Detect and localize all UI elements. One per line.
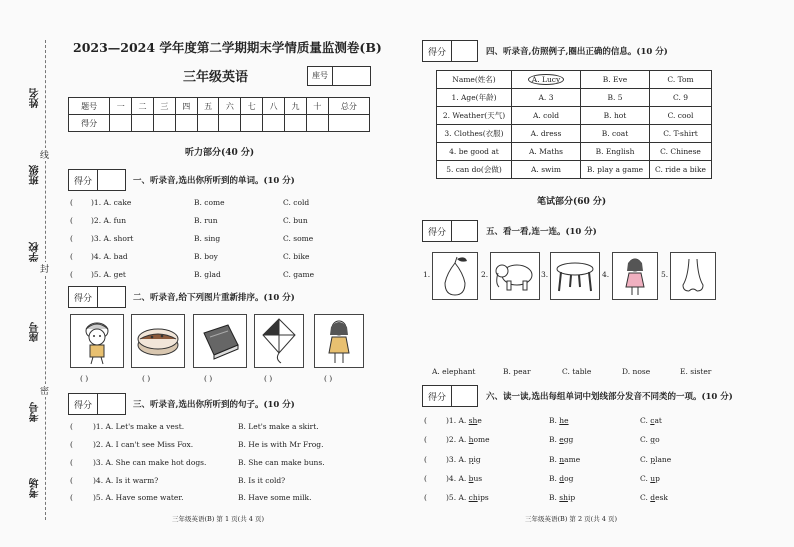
q5-c: C. game [283,270,315,279]
info-cell[interactable]: C. cool [650,107,712,125]
score-box-input[interactable] [452,221,477,241]
school-label: 学校 [30,242,41,262]
score-box-6 [422,385,478,407]
seal-line [45,40,46,520]
q4-c: C. bike [283,252,310,261]
score-cell: 总分 [328,98,369,115]
info-cell[interactable]: B. play a game [581,161,650,179]
s3-b: B. She can make buns. [238,458,325,467]
match-word-e[interactable]: E. sister [680,367,712,376]
q1-c: C. cold [283,198,310,207]
info-cell[interactable]: C. Chinese [650,143,712,161]
info-row [437,125,712,143]
info-cell: 5. can do(会做) [437,161,512,179]
p1-c: C. cat [640,416,662,425]
seal-char-mi: 密 [40,384,49,397]
score-box-input[interactable] [98,394,125,414]
p4-c: C. up [640,474,660,483]
score-box-1 [68,169,126,191]
score-row-label: 得分 [69,115,110,132]
info-cell-circled[interactable] [512,71,581,89]
seal-char-line: 线 [40,148,49,161]
score-table-header [69,98,370,115]
q2-a: )2. A. fun [91,216,127,225]
info-cell: Name(姓名) [437,71,512,89]
score-box-input[interactable] [452,386,477,406]
score-cell: 六 [219,98,241,115]
info-cell: 4. be good at [437,143,512,161]
kite-icon [254,314,304,368]
answer-paren[interactable]: ( [70,198,73,207]
q3-c: C. some [283,234,314,243]
exam-title: 2023—2024 学年度第二学期期末学情质量监测卷(B) [73,40,382,55]
info-row [437,143,712,161]
p4-a: )4. A. bus [446,474,483,483]
section-2-title: 二、听录音,给下列图片重新排序。(10 分) [133,293,295,303]
score-box-4 [422,40,478,62]
p2-b: B. egg [549,435,574,444]
seat-label: 座号 [30,322,41,342]
pear-icon[interactable] [432,252,478,300]
score-cell: 五 [197,98,219,115]
boy-icon [70,314,124,368]
info-cell[interactable]: A. cold [512,107,581,125]
name-label: 姓名 [30,88,41,108]
score-input[interactable] [285,115,307,132]
score-cell: 四 [175,98,197,115]
answer-paren[interactable]: ( [424,435,427,444]
score-table-row [69,115,370,132]
score-input[interactable] [241,115,263,132]
footer-left: 三年级英语(B) 第 1 页(共 4 页) [172,515,265,523]
exam-no-label: 考号 [30,402,41,422]
info-cell[interactable]: C. ride a bike [650,161,712,179]
s3-a: )3. A. She can make hot dogs. [93,458,207,467]
p3-a: )3. A. pig [446,455,481,464]
p4-b: B. dog [549,474,574,483]
girl-icon [314,314,364,368]
section-3-title: 三、听录音,选出你所听到的句子。(10 分) [133,400,295,410]
q5-b: B. glad [194,270,221,279]
match-word-c[interactable]: C. table [562,367,592,376]
score-box-label: 得分 [69,394,98,414]
score-input[interactable] [197,115,219,132]
score-box-2 [68,286,126,308]
info-cell[interactable]: B. 5 [581,89,650,107]
writing-title: 笔试部分(60 分) [537,197,607,207]
circled-option: A. Lucy [528,74,564,85]
q3-a: )3. A. short [91,234,134,243]
order-blank-2[interactable]: ( ) [142,374,151,383]
order-blank-4[interactable]: ( ) [264,374,273,383]
score-box-input[interactable] [452,41,477,61]
q4-b: B. boy [194,252,218,261]
section-1-title: 一、听录音,选出你所听到的单词。(10 分) [133,176,295,186]
answer-paren[interactable]: ( [70,234,73,243]
table-icon[interactable] [550,252,600,300]
section-6-title: 六、读一读,选出每组单词中划线部分发音不同类的一项。(10 分) [486,392,733,402]
answer-paren[interactable]: ( [70,440,73,449]
score-input[interactable] [153,115,175,132]
order-blank-5[interactable]: ( ) [324,374,333,383]
sister-icon[interactable] [612,252,658,300]
answer-paren[interactable]: ( [424,493,427,502]
answer-paren[interactable]: ( [70,270,73,279]
q3-b: B. sing [194,234,221,243]
s1-a: )1. A. Let's make a vest. [93,422,185,431]
q4-a: )4. A. bad [91,252,128,261]
elephant-icon[interactable] [490,252,540,300]
match-number-3: 3. [541,270,549,279]
score-input[interactable] [306,115,328,132]
info-cell: 1. Age(年龄) [437,89,512,107]
p1-a: )1. A. she [446,416,482,425]
seat-box-input[interactable] [333,67,370,85]
nose-icon[interactable] [670,252,716,300]
match-word-a[interactable]: A. elephant [432,367,476,376]
score-box-label: 得分 [423,386,452,406]
info-cell[interactable]: B. hot [581,107,650,125]
score-box-label: 得分 [69,170,98,190]
p5-a: )5. A. chips [446,493,489,502]
score-box-3 [68,393,126,415]
info-row [437,107,712,125]
score-input[interactable] [132,115,154,132]
score-input[interactable] [263,115,285,132]
info-cell[interactable]: A. dress [512,125,581,143]
info-cell[interactable]: B. English [581,143,650,161]
score-cell: 一 [110,98,132,115]
info-cell[interactable]: A. Maths [512,143,581,161]
score-box-5 [422,220,478,242]
score-cell: 八 [263,98,285,115]
info-cell[interactable]: C. Tom [650,71,712,89]
score-input[interactable] [110,115,132,132]
info-row [437,71,712,89]
score-cell: 题号 [69,98,110,115]
q2-b: B. run [194,216,218,225]
section-5-title: 五、看一看,连一连。(10 分) [486,227,597,237]
score-cell: 十 [306,98,328,115]
seal-char-feng: 封 [40,262,49,275]
match-number-5: 5. [661,270,669,279]
class-label: 班级 [30,165,41,185]
info-row [437,89,712,107]
score-box-label: 得分 [69,287,98,307]
match-number-4: 4. [602,270,610,279]
answer-paren[interactable]: ( [424,474,427,483]
s4-b: B. Is it cold? [238,476,286,485]
order-blank-3[interactable]: ( ) [204,374,213,383]
q2-c: C. bun [283,216,308,225]
s2-b: B. He is with Mr Frog. [238,440,324,449]
p5-c: C. desk [640,493,668,502]
info-cell[interactable]: A. 3 [512,89,581,107]
answer-paren[interactable]: ( [70,252,73,261]
info-cell[interactable]: A. swim [512,161,581,179]
answer-paren[interactable]: ( [70,476,73,485]
match-number-1: 1. [423,270,431,279]
answer-paren[interactable]: ( [424,455,427,464]
info-cell[interactable]: C. T-shirt [650,125,712,143]
p2-a: )2. A. home [446,435,490,444]
p1-b: B. he [549,416,569,425]
score-table [68,97,370,132]
s4-a: )4. A. Is it warm? [93,476,159,485]
s5-b: B. Have some milk. [238,493,312,502]
seat-box [307,66,371,86]
order-blank-1[interactable]: ( ) [80,374,89,383]
info-cell[interactable]: C. 9 [650,89,712,107]
p2-c: C. go [640,435,660,444]
footer-right: 三年级英语(B) 第 2 页(共 4 页) [525,515,618,523]
info-row [437,161,712,179]
score-cell: 二 [132,98,154,115]
s5-a: )5. A. Have some water. [93,493,184,502]
subject-title: 三年级英语 [183,70,249,85]
score-box-label: 得分 [423,221,452,241]
score-input[interactable] [175,115,197,132]
answer-paren[interactable]: ( [70,216,73,225]
answer-paren[interactable]: ( [70,458,73,467]
score-input[interactable] [219,115,241,132]
q1-b: B. come [194,198,225,207]
score-box-label: 得分 [423,41,452,61]
p5-b: B. ship [549,493,576,502]
score-cell: 三 [153,98,175,115]
match-number-2: 2. [481,270,489,279]
info-cell[interactable]: B. Eve [581,71,650,89]
answer-paren[interactable]: ( [70,422,73,431]
score-cell: 九 [285,98,307,115]
answer-paren[interactable]: ( [424,416,427,425]
info-table [436,70,712,179]
s1-b: B. Let's make a skirt. [238,422,319,431]
p3-b: B. name [549,455,581,464]
score-box-input[interactable] [98,287,125,307]
info-cell: 2. Weather(天气) [437,107,512,125]
q5-a: )5. A. get [91,270,126,279]
score-box-input[interactable] [98,170,125,190]
s2-a: )2. A. I can't see Miss Fox. [93,440,194,449]
match-word-d[interactable]: D. nose [622,367,651,376]
info-cell: 3. Clothes(衣服) [437,125,512,143]
match-word-b[interactable]: B. pear [503,367,531,376]
answer-paren[interactable]: ( [70,493,73,502]
score-cell: 七 [241,98,263,115]
p3-c: C. plane [640,455,672,464]
section-4-title: 四、听录音,仿照例子,圈出正确的信息。(10 分) [486,47,668,57]
info-cell[interactable]: B. coat [581,125,650,143]
book-icon [193,314,247,368]
seat-box-label: 座号 [308,67,333,85]
room-label: 考场 [30,478,41,498]
q1-a: )1. A. cake [91,198,132,207]
score-input[interactable] [328,115,369,132]
cake-icon [131,314,185,368]
listening-title: 听力部分(40 分) [185,148,255,158]
